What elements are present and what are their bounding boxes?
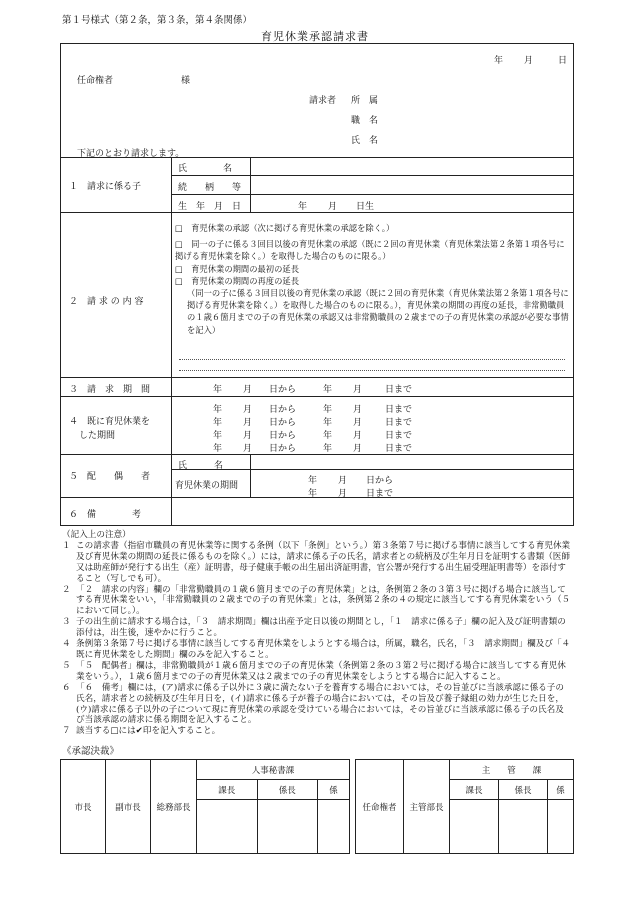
note-5: ５ 「５ 配偶者」欄は，非常勤職員が１歳６箇月までの子の育児休業（条例第２条の３第２号に掲げる場合に該当してする育児休業をいう。），１歳６箇月までの子の育児休業又は２歳までの子の育児休業をしようとする場合に記入すること。: [62, 660, 566, 682]
hr-staff-stamp: [318, 800, 350, 854]
option-third-leave[interactable]: □ 同一の子に係る３回目以後の育児休業の承認（既に２回の育児休業（育児休業法第２条第１項各号に掲げる育児休業を除く。）を取得した場合のものに限る。）: [175, 239, 565, 262]
section4-label-line1: ４ 既に育児休業を: [69, 417, 151, 427]
date-year-label: 年: [494, 56, 504, 66]
note-4: ４ 条例第３条第７号に掲げる事情に該当してする育児休業をしようとする場合は，所属，職名，氏名，「３ 請求期間」欄及び「４ 既に育児休業をした期間」欄のみを記入すること。: [62, 639, 579, 660]
date-day-label: 日: [558, 56, 568, 66]
hr-section-cell: 人事秘書課: [197, 760, 350, 780]
request-statement: 下記のとおり請求します。: [77, 149, 185, 159]
request-form-frame: 年 月 日 任命権者 様 請求者 所 属 職 名 氏 名 下記のとおり請求します。 １ 請求に係る子 氏 名 続 柄 等 生 年 月 日 年 月 日生 ２ 請 求 の 内 容 □ 育児休業の承認（次に掲げる育児休業の承認を除く。） □ 同一の子に係る３回目以後の育児休業の承認（既に２回の育児休業（育児休業法第２条第１項各号に掲げる育児休業を除く。）を取得した場合のものに限る。） □ 育児休業の期間の最初の延長 □ 育児休業の期間の再度の延長 （同一の子に係る３回目以後の育児休業の承認（既に２回の育児休業（育児休業法第２条第１項各号に掲げる育児休業を除く。）を取得した場合のものに限る。），育児休業の期間の再度の延長，非常勤職員の１歳６箇月までの子の育児休業の承認又は非常勤職員の２歳までの子の育児休業の承認が必要な事情を記入） ３ 請 求 期 間 年 月 日から 年 月 日まで ４ 既に育児休業を した期間 年 月 日から 年 月 日まで 年 月 日から 年 月 日まで 年 月 日から 年 月 日まで 年 月 日から 年 月 日まで ５ 配 偶 者 氏 名 育児休業の期間 年 月 日から 年 月 日まで ６ 備 考: [60, 43, 574, 526]
requester-label: 請求者: [309, 96, 337, 106]
spouse-leave-label: 育児休業の期間: [175, 481, 239, 491]
request-from-year: 年: [213, 385, 223, 395]
hr-chief-cell: 課長: [197, 780, 258, 800]
date-month-label: 月: [524, 56, 534, 66]
note-3: ３ 子の出生前に請求する場合は，「３ 請求期間」欄は出産予定日以後の期間とし，「１ 請求に係る子」欄の記入及び証明書類の添付は，出生後，速やかに行うこと。: [62, 617, 566, 639]
approval-table-right: [355, 759, 574, 854]
hr-subchief-stamp: [257, 800, 318, 854]
sup-subchief-stamp: [499, 800, 548, 854]
section6-label: ６ 備 考: [69, 510, 142, 520]
approval-heading: 《承認決裁》: [62, 746, 120, 757]
vice-mayor-cell: 副市長: [106, 760, 151, 854]
requester-position-label: 職 名: [351, 116, 379, 126]
form-number: 第１号様式（第２条，第３条，第４条関係）: [62, 15, 253, 26]
birth-year-label: 年: [298, 202, 308, 212]
spouse-to-year: 年: [308, 489, 318, 499]
sup-chief-stamp: [450, 800, 499, 854]
section1-label: １ 請求に係る子: [69, 182, 142, 192]
sup-staff-cell: 係: [548, 780, 574, 800]
requester-name-label: 氏 名: [351, 136, 379, 146]
honorific-label: 様: [181, 76, 191, 86]
notes-heading: （記入上の注意）: [62, 530, 131, 540]
option-first-extension[interactable]: □ 育児休業の期間の最初の延長: [175, 263, 299, 274]
sup-subchief-cell: 係長: [499, 780, 548, 800]
general-affairs-cell: 総務部長: [151, 760, 197, 854]
dept-head-cell: 主管部長: [404, 760, 450, 854]
option-leave-approval[interactable]: □ 育児休業の承認（次に掲げる育児休業の承認を除く。）: [175, 223, 395, 233]
note-6: ６ 「６ 備考」欄には，(ア)請求に係る子以外に３歳に満たない子を養育する場合においては，その旨並びに当該承認に係る子の氏名，請求者との続柄及び生年月日を，(イ)請求に係る子が養子の場合においては，その旨及び養子縁組の効力が生じた日を，(ウ)請求に係る子以外の子について現に育児休業の承認を受けている場合においては，その旨並びに当該承認に係る子の氏名及び当該承認の請求に係る期間を記入すること。: [62, 682, 564, 726]
form-title: 育児休業承認請求書: [261, 30, 369, 43]
requester-affiliation-label: 所 属: [351, 96, 379, 106]
note-1: １ この請求書（指宿市職員の育児休業等に関する条例（以下「条例」という。）第３条第７号に掲げる事情に該当してする育児休業及び育児休業の期間の延長に係るものを除く。）には，請求に係る子の氏名，請求者との続柄及び生年月日を証明する書類（医師又は助産師が発行する出生（産）証明書，母子健康手帳の出生届出済証明書，官公署が発行する出生届受理証明書等）を添付すること（写しでも可）。: [62, 540, 571, 584]
birth-month-label: 月: [328, 202, 338, 212]
appointer-label: 任命権者: [77, 76, 114, 86]
mayor-cell: 市長: [61, 760, 106, 854]
section3-label: ３ 請 求 期 間: [69, 385, 151, 395]
hr-chief-stamp: [197, 800, 258, 854]
request-options: [175, 222, 570, 336]
sup-chief-cell: 課長: [450, 780, 499, 800]
child-name-label: 氏 名: [178, 164, 233, 174]
spouse-to-day: 日まで: [366, 489, 394, 499]
child-birthdate-label: 生 年 月 日: [178, 202, 242, 212]
birth-day-label: 日生: [356, 202, 375, 212]
circumstances-instruction: （同一の子に係る３回目以後の育児休業の承認（既に２回の育児休業（育児休業法第２条第１項各号に掲げる育児休業を除く。）を取得した場合のものに限る。），育児休業の期間の再度の延長，非常勤職員の１歳６箇月までの子の育児休業の承認又は非常勤職員の２歳までの子の育児休業の承認が必要な事情を記入）: [187, 288, 569, 335]
request-to-day: 日まで: [385, 385, 413, 395]
spouse-from-day: 日から: [366, 476, 394, 486]
hr-subchief-cell: 係長: [257, 780, 318, 800]
child-relation-label: 続 柄 等: [178, 183, 242, 193]
spouse-from-year: 年: [308, 476, 318, 486]
hr-staff-cell: 係: [318, 780, 350, 800]
spouse-from-month: 月: [338, 476, 348, 486]
supervising-section-cell: 主 管 課: [450, 760, 574, 780]
note-7: ７ 該当する□には✔印を記入すること。: [62, 726, 221, 737]
approval-table-left: [60, 759, 350, 854]
spouse-to-month: 月: [338, 489, 348, 499]
section4-label-line2: した期間: [79, 431, 116, 441]
spouse-name-label: 氏 名: [178, 461, 224, 471]
notes-section: [62, 530, 579, 737]
note-2: ２ 「２ 請求の内容」欄の「非常勤職員の１歳６箇月までの子の育児休業」とは，条例第２条の３第３号に掲げる場合に該当してする育児休業をいい，「非常勤職員の２歳までの子の育児休業」とは，条例第２条の４の規定に該当してする育児休業をいう（５において同じ。）。: [62, 584, 571, 617]
request-to-year: 年: [323, 385, 333, 395]
option-second-extension[interactable]: □ 育児休業の期間の再度の延長: [175, 275, 299, 286]
section2-label: ２ 請 求 の 内 容: [69, 297, 144, 307]
request-from-month: 月: [243, 385, 253, 395]
sup-staff-stamp: [548, 800, 574, 854]
request-from-day: 日から: [269, 385, 297, 395]
section5-label: ５ 配 偶 者: [69, 472, 151, 482]
request-to-month: 月: [353, 385, 363, 395]
appointer-cell: 任命権者: [356, 760, 404, 854]
